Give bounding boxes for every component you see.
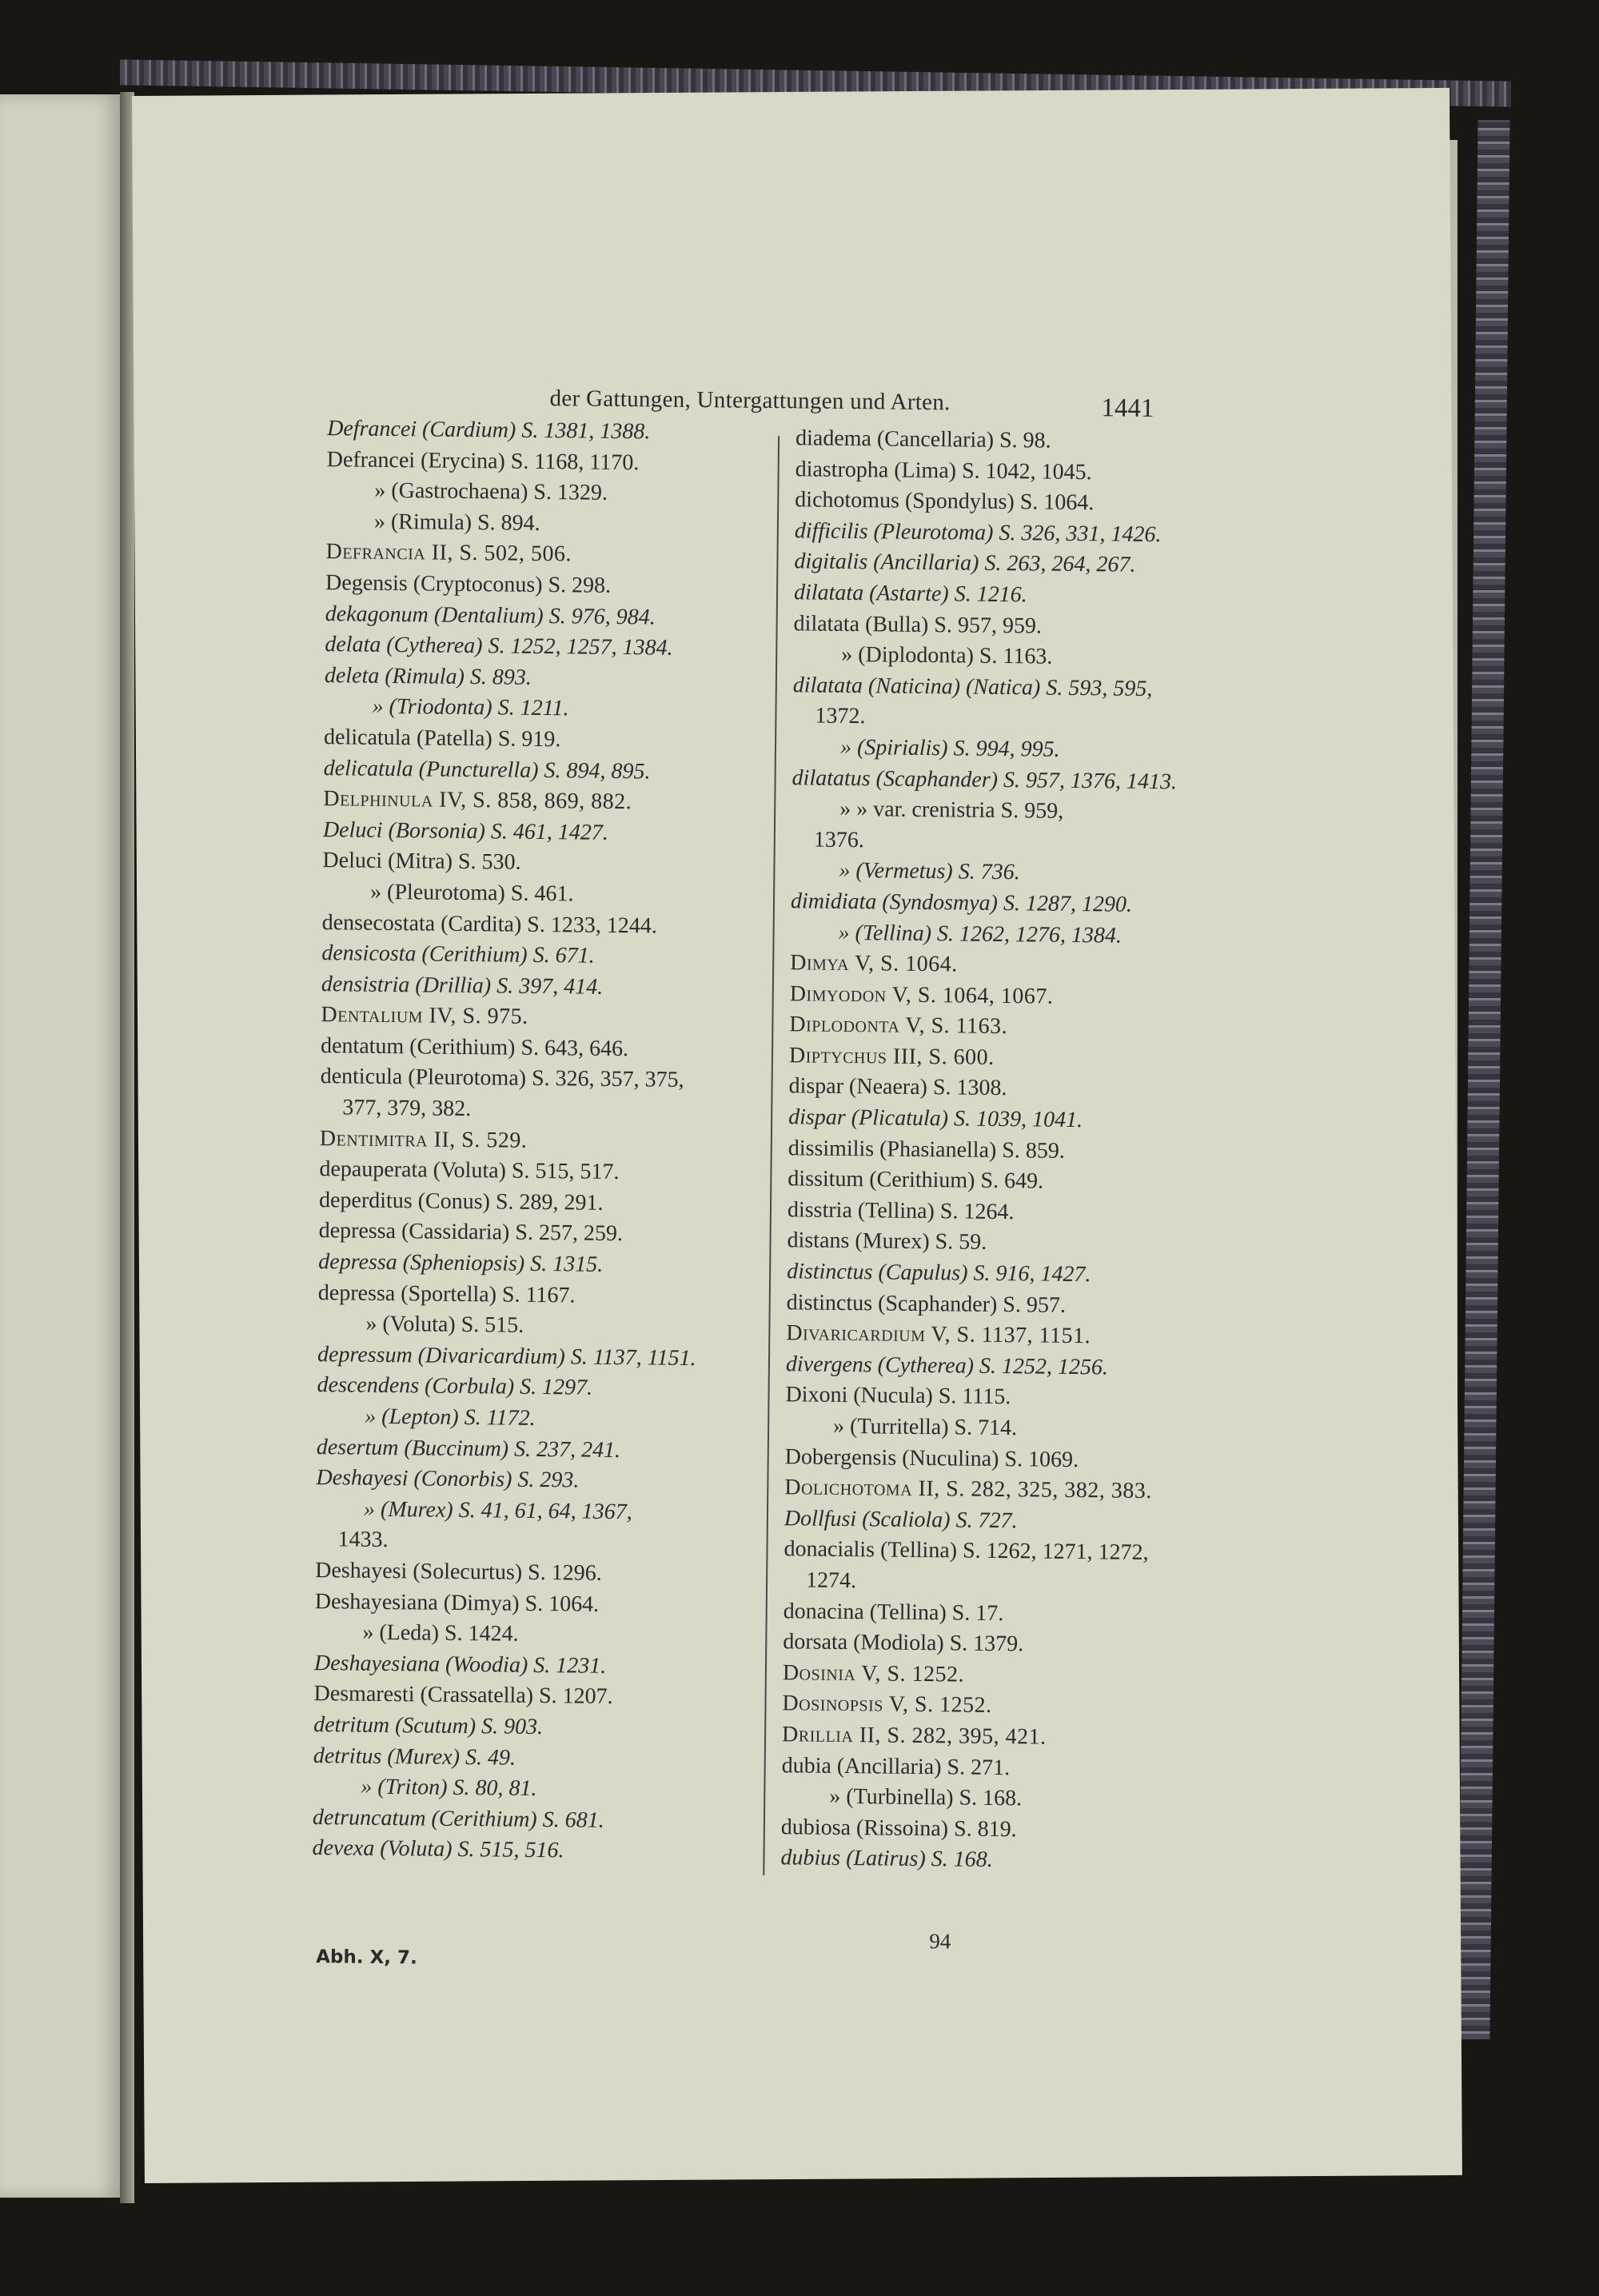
index-entry: » (Murex) S. 41, 61, 64, 1367,: [363, 1496, 632, 1525]
index-entry: dilatata (Bulla) S. 957, 959.: [793, 610, 1043, 639]
index-entry: » (Spirialis) S. 994, 995.: [839, 734, 1060, 762]
index-entry: » (Pleurotoma) S. 461.: [369, 879, 574, 907]
index-entry: Dolichotoma II, S. 282, 325, 382, 383.: [784, 1475, 1152, 1504]
index-entry: 377, 379, 382.: [342, 1095, 472, 1122]
index-entry: distinctus (Scaphander) S. 957.: [786, 1289, 1067, 1318]
index-entry: Diplodonta V, S. 1163.: [789, 1012, 1008, 1040]
index-entry: depauperata (Voluta) S. 515, 517.: [319, 1156, 620, 1185]
index-entry: Deluci (Mitra) S. 530.: [322, 848, 521, 876]
index-entry: deleta (Rimula) S. 893.: [324, 662, 532, 690]
index-entry: » (Rimula) S. 894.: [373, 509, 540, 536]
index-entry: densicosta (Cerithium) S. 671.: [321, 940, 595, 968]
index-entry: dubius (Latirus) S. 168.: [780, 1845, 993, 1873]
index-entry: » (Triton) S. 80, 81.: [361, 1774, 537, 1802]
index-entry: Deshayesi (Conorbis) S. 293.: [316, 1465, 580, 1493]
index-entry: depressum (Divaricardium) S. 1137, 1151.: [317, 1341, 696, 1371]
index-entry: diastropha (Lima) S. 1042, 1045.: [795, 456, 1092, 485]
index-entry: 1433.: [337, 1527, 389, 1553]
index-entry: 1376.: [813, 827, 864, 853]
index-entry: deperditus (Conus) S. 289, 291.: [318, 1187, 604, 1216]
page-number: 1441: [1101, 393, 1154, 423]
index-entry: dilatata (Astarte) S. 1216.: [793, 580, 1027, 608]
index-entry: Drillia II, S. 282, 395, 421.: [781, 1722, 1047, 1750]
index-entry: Defrancei (Cardium) S. 1381, 1388.: [327, 416, 651, 445]
index-entry: delata (Cytherea) S. 1252, 1257, 1384.: [325, 632, 673, 661]
index-entry: detritus (Murex) S. 49.: [313, 1743, 516, 1771]
index-entry: denticula (Pleurotoma) S. 326, 357, 375,: [320, 1064, 684, 1093]
index-entry: Defrancei (Erycina) S. 1168, 1170.: [326, 446, 640, 475]
index-entry: Delphinula IV, S. 858, 869, 882.: [323, 786, 632, 815]
index-entry: difficilis (Pleurotoma) S. 326, 331, 1426.: [794, 518, 1162, 547]
index-entry: Dosinia V, S. 1252.: [782, 1659, 965, 1687]
index-entry: dichotomus (Spondylus) S. 1064.: [795, 487, 1095, 516]
index-column-right: [780, 423, 1259, 1879]
index-entry: 1372.: [815, 703, 866, 729]
index-entry: devexa (Voluta) S. 515, 516.: [312, 1835, 564, 1863]
index-entry: Dentimitra II, S. 529.: [319, 1125, 528, 1153]
index-entry: dilatata (Naticina) (Natica) S. 593, 595,: [792, 673, 1153, 701]
index-entry: detritum (Scutum) S. 903.: [313, 1712, 544, 1740]
index-entry: Dentalium IV, S. 975.: [321, 1002, 528, 1030]
index-entry: Degensis (Cryptoconus) S. 298.: [325, 570, 612, 598]
page-content: [123, 90, 1462, 2190]
index-entry: diadema (Cancellaria) S. 98.: [795, 425, 1051, 453]
index-entry: » (Triodonta) S. 1211.: [372, 694, 569, 721]
index-entry: depressa (Sportella) S. 1167.: [317, 1280, 576, 1308]
index-entry: Deshayesiana (Dimya) S. 1064.: [314, 1588, 600, 1617]
index-entry: delicatula (Puncturella) S. 894, 895.: [323, 755, 651, 784]
index-entry: divergens (Cytherea) S. 1252, 1256.: [785, 1352, 1109, 1380]
index-entry: dekagonum (Dentalium) S. 976, 984.: [325, 601, 656, 630]
index-entry: Dosinopsis V, S. 1252.: [782, 1691, 992, 1719]
index-entry: Deluci (Borsonia) S. 461, 1427.: [322, 817, 609, 845]
index-entry: Dimya V, S. 1064.: [790, 950, 958, 977]
index-column-left: [312, 413, 775, 1869]
index-entry: » (Turbinella) S. 168.: [829, 1783, 1023, 1811]
index-entry: depressa (Cassidaria) S. 257, 259.: [318, 1218, 624, 1247]
index-entry: dorsata (Modiola) S. 1379.: [783, 1629, 1024, 1657]
index-entry: » (Tellina) S. 1262, 1276, 1384.: [838, 920, 1122, 948]
index-entry: » (Voluta) S. 515.: [365, 1311, 524, 1339]
index-entry: Defrancia II, S. 502, 506.: [325, 539, 572, 567]
index-entry: dimidiata (Syndosmya) S. 1287, 1290.: [790, 888, 1133, 917]
index-entry: » (Gastrochaena) S. 1329.: [374, 477, 608, 506]
index-entry: » (Turritella) S. 714.: [832, 1413, 1018, 1441]
sheet-number: 94: [929, 1929, 951, 1954]
index-entry: dilatatus (Scaphander) S. 957, 1376, 1413.: [792, 765, 1178, 794]
index-entry: dubia (Ancillaria) S. 271.: [781, 1752, 1011, 1780]
index-entry: dissitum (Cerithium) S. 649.: [788, 1166, 1044, 1194]
index-entry: Dollfusi (Scaliola) S. 727.: [784, 1505, 1018, 1534]
index-entry: Dobergensis (Nuculina) S. 1069.: [784, 1443, 1079, 1472]
index-entry: dispar (Plicatula) S. 1039, 1041.: [788, 1104, 1083, 1133]
index-entry: distans (Murex) S. 59.: [787, 1228, 987, 1256]
index-entry: distinctus (Capulus) S. 916, 1427.: [787, 1259, 1091, 1288]
index-entry: donacina (Tellina) S. 17.: [783, 1598, 1004, 1626]
index-entry: » (Leda) S. 1424.: [362, 1619, 519, 1647]
index-entry: Diptychus III, S. 600.: [788, 1043, 995, 1070]
index-entry: » » var. crenistria S. 959,: [839, 797, 1064, 824]
index-entry: dentatum (Cerithium) S. 643, 646.: [320, 1032, 629, 1062]
index-entry: depressa (Spheniopsis) S. 1315.: [318, 1249, 604, 1277]
index-entry: digitalis (Ancillaria) S. 263, 264, 267.: [794, 549, 1136, 578]
index-entry: Deshayesiana (Woodia) S. 1231.: [313, 1650, 607, 1679]
index-entry: » (Diplodonta) S. 1163.: [841, 642, 1053, 669]
index-entry: desertum (Buccinum) S. 237, 241.: [316, 1434, 621, 1463]
running-header: der Gattungen, Untergattungen und Arten.: [549, 385, 951, 416]
signature-mark: Abh. X, 7.: [316, 1947, 417, 1969]
index-entry: donacialis (Tellina) S. 1262, 1271, 1272,: [784, 1536, 1149, 1566]
index-entry: descendens (Corbula) S. 1297.: [317, 1372, 593, 1401]
index-entry: Deshayesi (Solecurtus) S. 1296.: [315, 1558, 602, 1586]
index-entry: densistria (Drillia) S. 397, 414.: [321, 971, 604, 1000]
book-cover-edge-right: [1457, 120, 1509, 2039]
index-entry: » (Vermetus) S. 736.: [839, 858, 1020, 885]
index-entry: Desmaresti (Crassatella) S. 1207.: [313, 1681, 613, 1710]
index-entry: disstria (Tellina) S. 1264.: [787, 1197, 1015, 1225]
index-entry: delicatula (Patella) S. 919.: [323, 725, 561, 753]
index-entry: Dixoni (Nucula) S. 1115.: [785, 1382, 1011, 1410]
index-entry: densecostata (Cardita) S. 1233, 1244.: [321, 909, 657, 939]
index-entry: » (Lepton) S. 1172.: [365, 1404, 536, 1431]
index-entry: detruncatum (Cerithium) S. 681.: [312, 1804, 604, 1833]
index-entry: Divaricardium V, S. 1137, 1151.: [786, 1320, 1091, 1349]
right-page: [132, 88, 1462, 2183]
index-entry: Dimyodon V, S. 1064, 1067.: [789, 980, 1054, 1009]
index-entry: dissimilis (Phasianella) S. 859.: [788, 1135, 1066, 1164]
index-entry: 1274.: [805, 1567, 857, 1594]
index-entry: dispar (Neaera) S. 1308.: [788, 1073, 1007, 1101]
left-page-edge: [0, 94, 122, 2198]
index-entry: dubiosa (Rissoina) S. 819.: [780, 1814, 1017, 1842]
